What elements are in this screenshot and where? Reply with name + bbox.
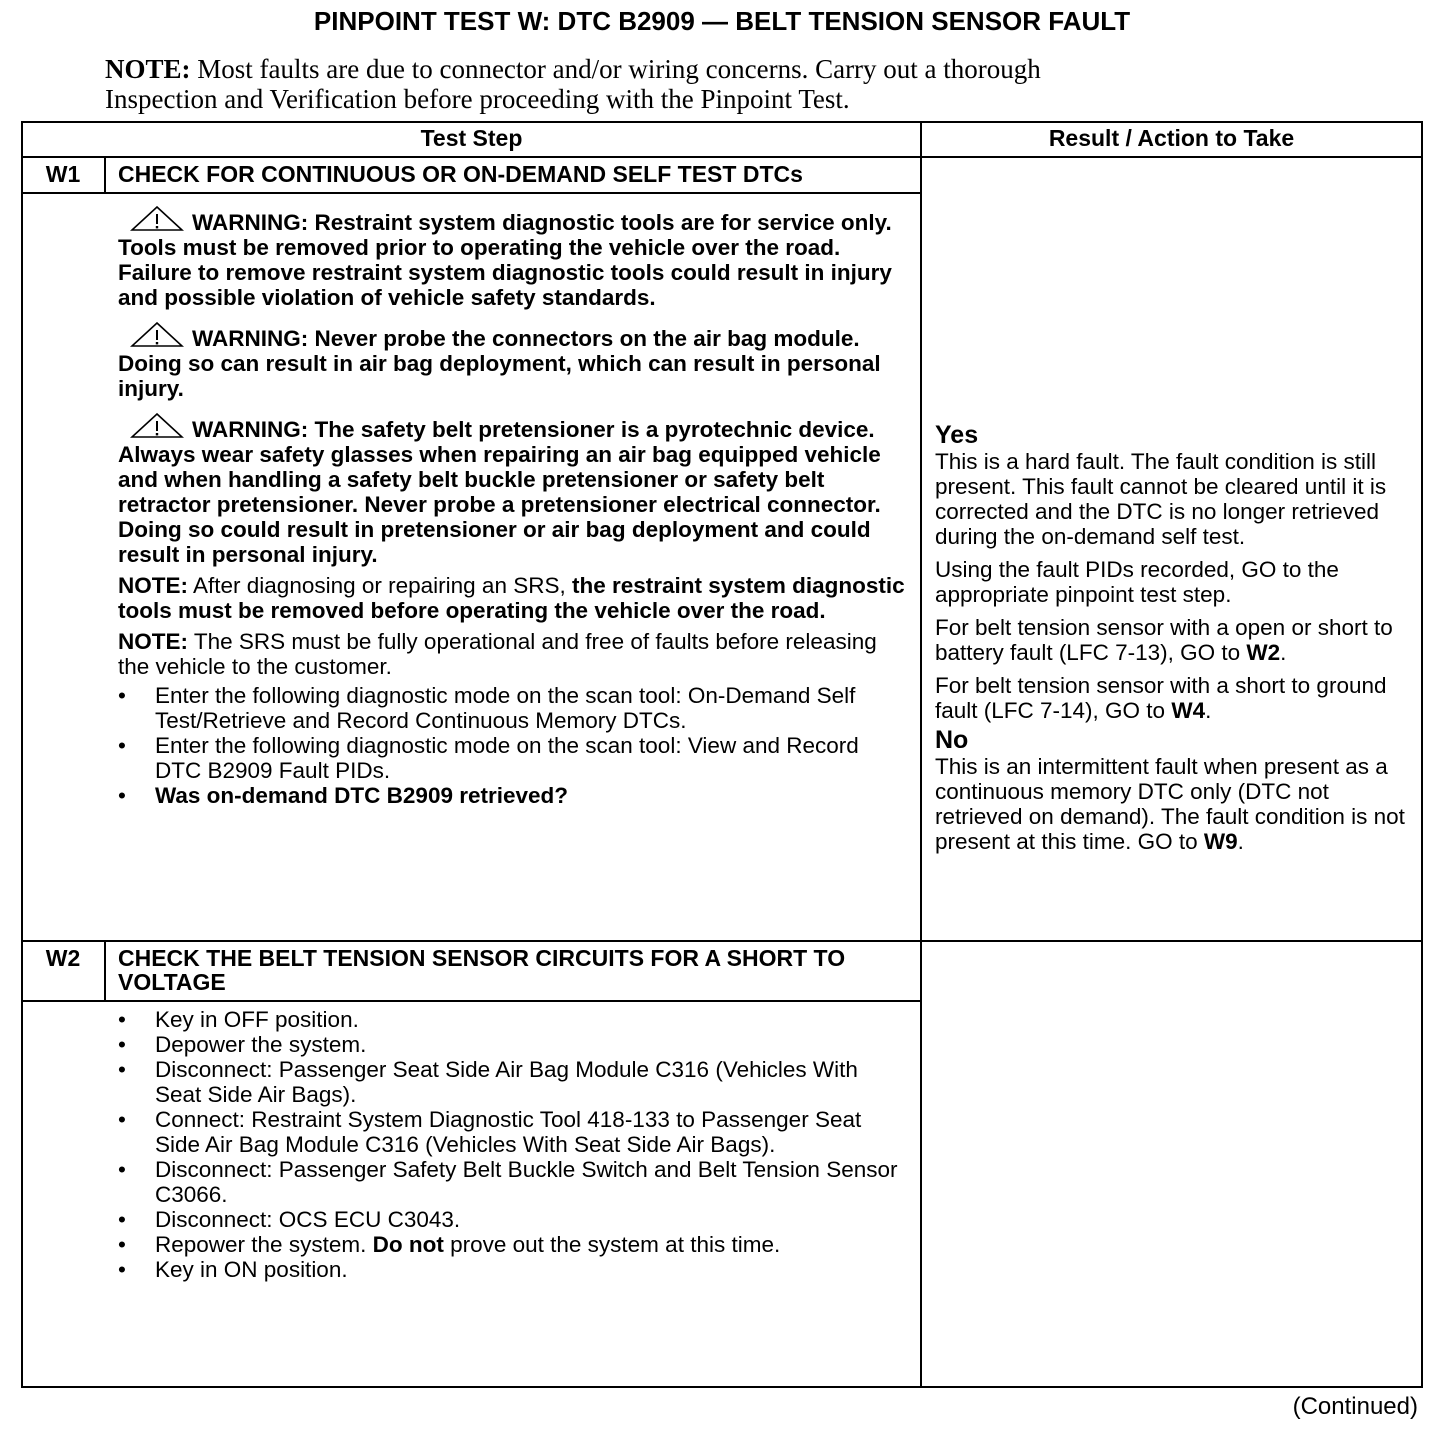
goto-w9-ref: W9 [1203, 829, 1238, 854]
bullet-icon: • [118, 1157, 126, 1182]
bullet-icon: • [118, 1007, 126, 1032]
w1-warning-3-text: WARNING: The safety belt pretensioner is a pyrotechnic device. Always wear safety glasses when repairing an air bag equipped vehicle and when handling a safety belt buckle pretensioner or safety belt retractor pretensioner. Never probe a pretensioner electrical connector. Doing so could result in pretensioner or air bag deployment and could result in personal injury. [118, 417, 881, 567]
w1-bullet-1: Enter the following diagnostic mode on the scan tool: On-Demand Self Test/Retrieve and Record Continuous Memory DTCs. [155, 683, 856, 733]
w2-repower-bold: Do not [372, 1232, 444, 1257]
no-paragraph-1 [935, 754, 1417, 854]
warning-triangle-icon [130, 413, 184, 439]
list-item [118, 1257, 908, 1282]
w1-warning-3 [118, 413, 908, 567]
header-test-step: Test Step [420, 125, 523, 151]
yes-paragraph-3-text: For belt tension sensor with a open or short to battery fault (LFC 7-13), GO to [935, 615, 1393, 665]
w1-note-2 [118, 629, 908, 679]
w2-repower-text-b: prove out the system at this time. [443, 1232, 781, 1257]
w2-bullet-list [118, 1007, 908, 1282]
warning-triangle-icon [130, 322, 184, 348]
table-left-border [21, 121, 23, 1388]
w1-warning-1-text: WARNING: Restraint system diagnostic tools are for service only. Tools must be removed prior to operating the vehicle over the road. Failure to remove restraint system diagnostic tools could result in injury and possible violation of vehicle safety standards. [118, 210, 892, 310]
top-note-line2: Inspection and Verification before proceeding with the Pinpoint Test. [105, 84, 850, 114]
no-paragraph-1-text: This is an intermittent fault when present as a continuous memory DTC only (DTC not retrieved on demand). The fault condition is not present at this time. GO to [935, 754, 1405, 854]
w1-bottom-border [21, 940, 1423, 942]
top-note [105, 54, 1285, 114]
w1-id-divider [104, 156, 106, 193]
yes-paragraph-3 [935, 615, 1417, 665]
w1-warning-1 [118, 206, 908, 310]
list-item [118, 1157, 908, 1207]
top-note-label: NOTE: [105, 54, 191, 84]
w1-note-2-text: The SRS must be fully operational and free of faults before releasing the vehicle to the customer. [118, 629, 877, 679]
w2-step-title: CHECK THE BELT TENSION SENSOR CIRCUITS FOR A SHORT TO VOLTAGE [118, 945, 846, 995]
yes-paragraph-4-text: For belt tension sensor with a short to ground fault (LFC 7-14), GO to [935, 673, 1387, 723]
w2-step-id: W2 [45, 945, 81, 971]
bullet-icon: • [118, 1032, 126, 1057]
top-note-line1: Most faults are due to connector and/or wiring concerns. Carry out a thorough [197, 54, 1041, 84]
list-item [118, 1032, 908, 1057]
w1-note-1 [118, 573, 908, 623]
w2-bullet-4: Connect: Restraint System Diagnostic Tool 418-133 to Passenger Seat Side Air Bag Module C316 (Vehicles With Seat Side Air Bags). [155, 1107, 862, 1157]
w1-warning-2-text: WARNING: Never probe the connectors on the air bag module. Doing so can result in air bag deployment, which can result in personal injury. [118, 326, 881, 401]
bullet-icon: • [118, 783, 126, 808]
w1-step-body [118, 206, 908, 808]
table-bottom-border [21, 1386, 1423, 1388]
bullet-icon: • [118, 1107, 126, 1132]
list-item [118, 1057, 908, 1107]
yes-paragraph-4 [935, 673, 1417, 723]
no-label: No [935, 726, 969, 754]
period: . [1280, 640, 1287, 665]
w2-repower-text-a: Repower the system. [155, 1232, 373, 1257]
w1-result [935, 422, 1417, 854]
header-result: Result / Action to Take [1048, 125, 1295, 151]
goto-w4-ref: W4 [1171, 698, 1206, 723]
continued-label: (Continued) [1292, 1393, 1418, 1420]
w1-bullet-list [118, 683, 908, 808]
period: . [1237, 829, 1244, 854]
w2-bullet-1: Key in OFF position. [155, 1007, 359, 1032]
w2-bullet-last: Key in ON position. [155, 1257, 348, 1282]
list-item [118, 733, 908, 783]
page-title: PINPOINT TEST W: DTC B2909 — BELT TENSION SENSOR FAULT [313, 6, 1131, 36]
w2-title-bottom-border [21, 1000, 922, 1002]
column-divider [920, 121, 922, 1388]
bullet-icon: • [118, 1257, 126, 1282]
w2-bullet-2: Depower the system. [155, 1032, 367, 1057]
bullet-icon: • [118, 1057, 126, 1082]
w1-note-1-text: After diagnosing or repairing an SRS, [188, 573, 572, 598]
list-item [118, 683, 908, 733]
w2-bullet-3: Disconnect: Passenger Seat Side Air Bag Module C316 (Vehicles With Seat Side Air Bags). [155, 1057, 858, 1107]
w1-question: Was on-demand DTC B2909 retrieved? [155, 783, 569, 808]
w1-warning-2 [118, 322, 908, 401]
list-item [118, 1207, 908, 1232]
period: . [1205, 698, 1212, 723]
list-item [118, 783, 908, 808]
bullet-icon: • [118, 683, 126, 708]
w1-note-2-label: NOTE: [118, 629, 188, 654]
bullet-icon: • [118, 1207, 126, 1232]
yes-label: Yes [935, 421, 979, 449]
yes-paragraph-1: This is a hard fault. The fault condition is still present. This fault cannot be cleared until it is corrected and the DTC is no longer retrieved during the on-demand self test. [935, 449, 1387, 549]
list-item [118, 1107, 908, 1157]
w1-note-1-bold: the restraint system diagnostic tools must be removed before operating the vehicle over the road. [118, 573, 905, 623]
w1-bullet-2: Enter the following diagnostic mode on the scan tool: View and Record DTC B2909 Fault PIDs. [155, 733, 859, 783]
w1-title-bottom-border [21, 192, 922, 194]
w1-note-1-label: NOTE: [118, 573, 188, 598]
w1-step-id: W1 [45, 161, 81, 187]
w1-step-title: CHECK FOR CONTINUOUS OR ON-DEMAND SELF TEST DTCs [118, 161, 803, 187]
w2-bullet-5: Disconnect: Passenger Safety Belt Buckle Switch and Belt Tension Sensor C3066. [155, 1157, 898, 1207]
bullet-icon: • [118, 1232, 126, 1257]
w2-step-body [118, 1007, 908, 1282]
yes-paragraph-2: Using the fault PIDs recorded, GO to the appropriate pinpoint test step. [935, 557, 1339, 607]
w2-id-divider [104, 940, 106, 1001]
list-item [118, 1232, 908, 1257]
bullet-icon: • [118, 733, 126, 758]
warning-triangle-icon [130, 206, 184, 232]
w2-bullet-6: Disconnect: OCS ECU C3043. [155, 1207, 461, 1232]
header-bottom-border [21, 156, 1423, 158]
goto-w2-ref: W2 [1246, 640, 1281, 665]
list-item [118, 1007, 908, 1032]
table-right-border [1421, 121, 1423, 1388]
